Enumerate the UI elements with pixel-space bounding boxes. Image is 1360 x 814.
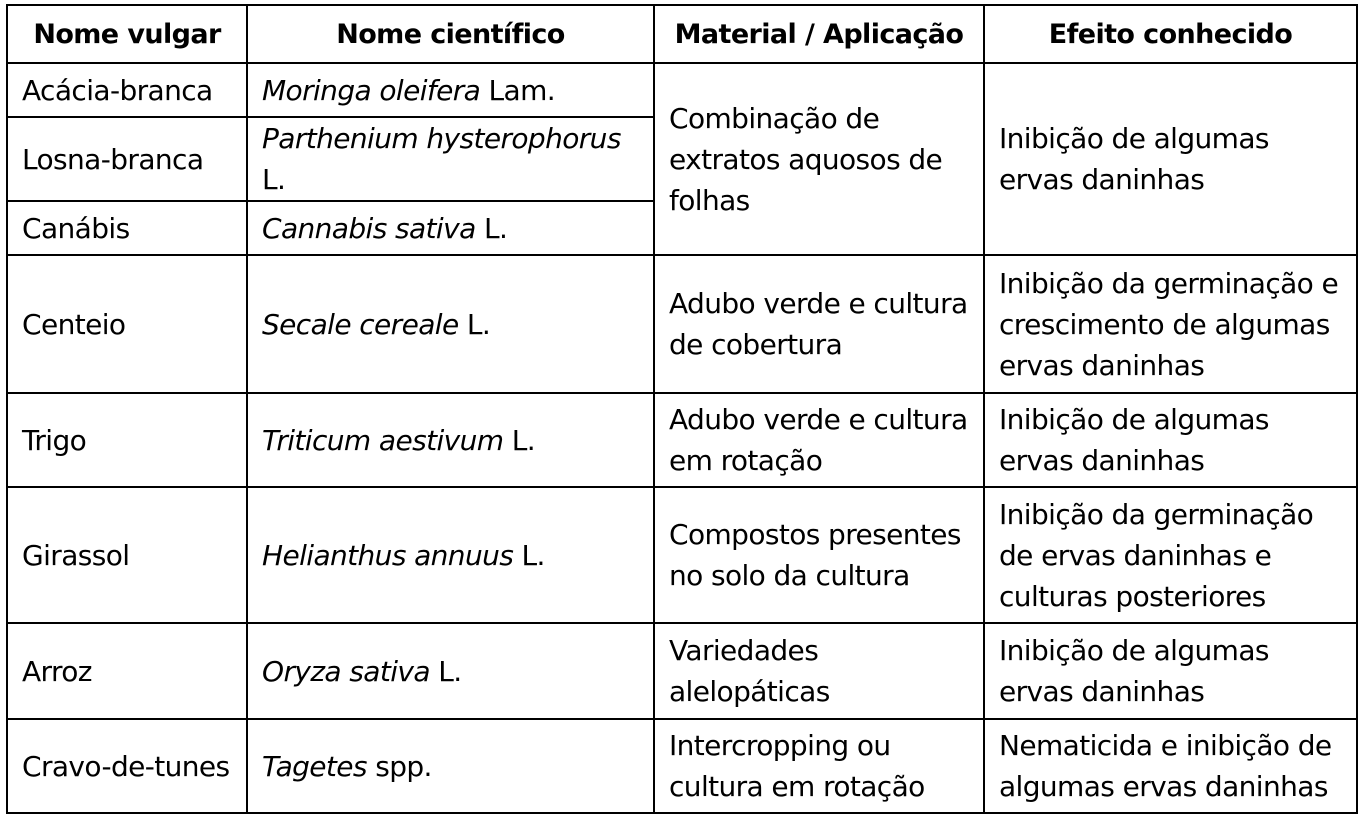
author-abbrev: L.	[475, 211, 508, 245]
table-row	[7, 719, 1357, 813]
cell-cientifico	[247, 487, 654, 623]
cell-vulgar: Canábis	[7, 201, 247, 255]
cell-cientifico	[247, 201, 654, 255]
cell-material: Variedades alelopáticas	[654, 623, 984, 719]
cell-efeito-group: Inibição de algumas ervas daninhas	[984, 63, 1357, 255]
author-abbrev: L.	[513, 538, 545, 572]
author-abbrev: L.	[429, 654, 462, 688]
cell-material: Adubo verde e cultura em rotação	[654, 393, 984, 487]
cell-efeito: Inibição da germinação de ervas daninhas e culturas posteriores	[984, 487, 1357, 623]
allelopathy-table	[6, 4, 1358, 814]
species-name: Triticum aestivum	[262, 423, 504, 457]
cell-efeito: Inibição da germinação e crescimento de algumas ervas daninhas	[984, 255, 1357, 393]
species-name: Moringa oleifera	[262, 73, 481, 107]
author-abbrev: Lam.	[480, 73, 556, 107]
species-name: Secale cereale	[262, 307, 459, 341]
cell-efeito: Inibição de algumas ervas daninhas	[984, 623, 1357, 719]
header-material: Material / Aplicação	[654, 5, 984, 63]
header-efeito: Efeito conhecido	[984, 5, 1357, 63]
table-row	[7, 623, 1357, 719]
cell-vulgar: Trigo	[7, 393, 247, 487]
cell-material: Compostos presentes no solo da cultura	[654, 487, 984, 623]
cell-vulgar: Centeio	[7, 255, 247, 393]
cell-material: Intercropping ou cultura em rotação	[654, 719, 984, 813]
author-abbrev: spp.	[366, 749, 432, 783]
cell-vulgar: Arroz	[7, 623, 247, 719]
cell-cientifico	[247, 719, 654, 813]
species-name: Helianthus annuus	[262, 538, 514, 572]
table-row	[7, 487, 1357, 623]
header-row	[7, 5, 1357, 63]
cell-cientifico	[247, 63, 654, 117]
table-row	[7, 393, 1357, 487]
author-abbrev: L.	[262, 163, 286, 196]
species-name: Oryza sativa	[262, 654, 430, 688]
author-abbrev: L.	[458, 307, 491, 341]
author-abbrev: L.	[503, 423, 536, 457]
species-name: Parthenium hysterophorus	[262, 122, 621, 155]
cell-material-group: Combinação de extratos aquosos de folhas	[654, 63, 984, 255]
cell-vulgar: Losna-branca	[7, 117, 247, 201]
cell-efeito: Nematicida e inibição de algumas ervas daninhas	[984, 719, 1357, 813]
table-row	[7, 63, 1357, 117]
cell-material: Adubo verde e cultura de cobertura	[654, 255, 984, 393]
species-name: Tagetes	[262, 749, 367, 783]
cell-efeito: Inibição de algumas ervas daninhas	[984, 393, 1357, 487]
header-nome-cientifico: Nome científico	[247, 5, 654, 63]
species-name: Cannabis sativa	[262, 211, 476, 245]
cell-cientifico	[247, 255, 654, 393]
header-nome-vulgar: Nome vulgar	[7, 5, 247, 63]
cell-cientifico	[247, 117, 654, 201]
cell-cientifico	[247, 623, 654, 719]
cell-vulgar: Acácia-branca	[7, 63, 247, 117]
cell-vulgar: Girassol	[7, 487, 247, 623]
table-row	[7, 255, 1357, 393]
cell-cientifico	[247, 393, 654, 487]
cell-vulgar: Cravo-de-tunes	[7, 719, 247, 813]
